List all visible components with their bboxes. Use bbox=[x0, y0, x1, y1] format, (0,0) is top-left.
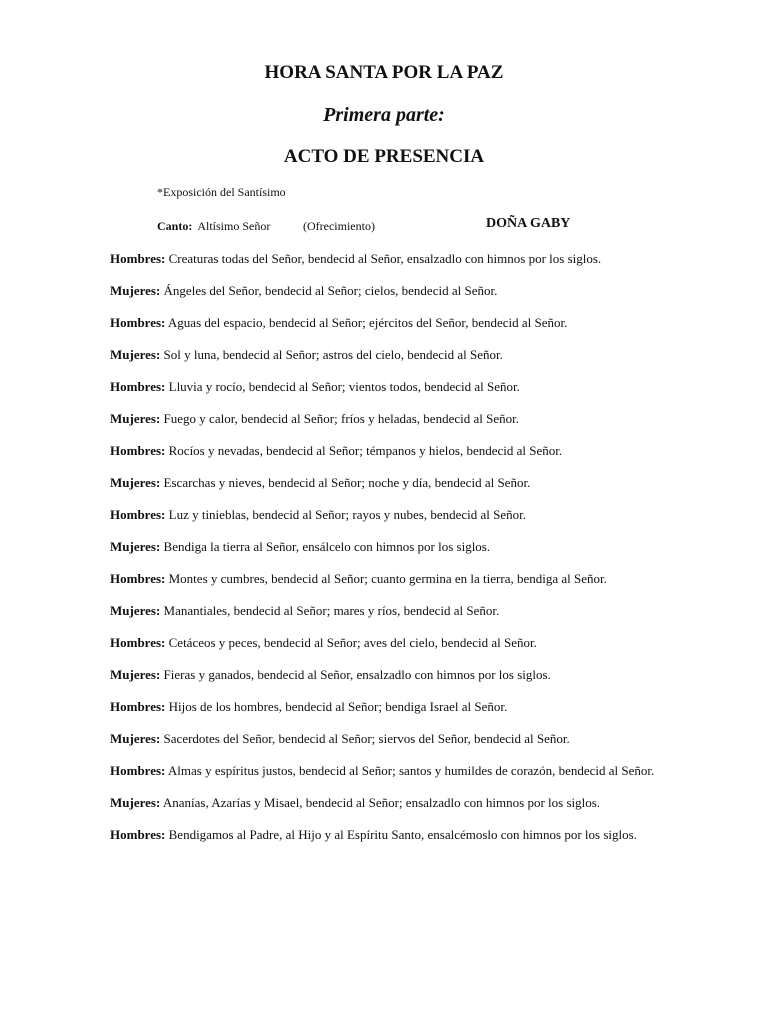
section-heading: ACTO DE PRESENCIA bbox=[283, 146, 485, 167]
verse-text: Hijos de los hombres, bendecid al Señor; bendiga Israel al Señor. bbox=[168, 699, 508, 714]
verse-paragraph bbox=[110, 411, 657, 427]
verse-text: Ángeles del Señor, bendecid al Señor; cielos, bendecid al Señor. bbox=[163, 283, 498, 298]
verse-speaker: Hombres: bbox=[110, 379, 166, 394]
verse-speaker: Mujeres: bbox=[110, 603, 161, 618]
canto-label: Canto: bbox=[157, 219, 193, 233]
verse-paragraph bbox=[110, 795, 657, 811]
verse-paragraph bbox=[110, 251, 657, 267]
verse-text: Cetáceos y peces, bendecid al Señor; aves del cielo, bendecid al Señor. bbox=[168, 635, 537, 650]
verse-speaker: Mujeres: bbox=[110, 475, 161, 490]
verse-speaker: Mujeres: bbox=[110, 731, 161, 746]
verse-paragraph bbox=[110, 443, 657, 459]
verse-text: Sol y luna, bendecid al Señor; astros del cielo, bendecid al Señor. bbox=[163, 347, 503, 362]
verse-speaker: Hombres: bbox=[110, 251, 166, 266]
verse-speaker: Hombres: bbox=[110, 827, 166, 842]
verse-speaker: Hombres: bbox=[110, 443, 166, 458]
verse-speaker: Mujeres: bbox=[110, 539, 161, 554]
verse-paragraph bbox=[110, 379, 657, 395]
verse-paragraph bbox=[110, 347, 657, 363]
verse-paragraph bbox=[110, 635, 657, 651]
verse-text: Almas y espíritus justos, bendecid al Señor; santos y humildes de corazón, bendecid al Señor. bbox=[167, 763, 655, 778]
verse-speaker: Hombres: bbox=[110, 763, 166, 778]
verse-paragraph bbox=[110, 283, 657, 299]
verse-paragraph bbox=[110, 763, 657, 779]
verse-paragraph bbox=[110, 539, 657, 555]
verse-paragraph bbox=[110, 827, 657, 843]
verse-paragraph bbox=[110, 731, 657, 747]
verse-speaker: Mujeres: bbox=[110, 347, 161, 362]
verse-speaker: Mujeres: bbox=[110, 667, 161, 682]
exposition-note: *Exposición del Santísimo bbox=[157, 185, 286, 199]
canto-singer: DOÑA GABY bbox=[486, 216, 571, 231]
verse-paragraph bbox=[110, 507, 657, 523]
verse-text: Bendigamos al Padre, al Hijo y al Espíritu Santo, ensalcémoslo con himnos por los siglos. bbox=[168, 827, 637, 842]
verse-speaker: Hombres: bbox=[110, 571, 166, 586]
verse-text: Bendiga la tierra al Señor, ensálcelo con himnos por los siglos. bbox=[163, 539, 491, 554]
verse-speaker: Hombres: bbox=[110, 635, 166, 650]
verse-text: Manantiales, bendecid al Señor; mares y ríos, bendecid al Señor. bbox=[163, 603, 500, 618]
verse-speaker: Hombres: bbox=[110, 315, 166, 330]
verse-text: Fieras y ganados, bendecid al Señor, ensalzadlo con himnos por los siglos. bbox=[163, 667, 551, 682]
verse-paragraph bbox=[110, 571, 657, 587]
verse-speaker: Mujeres: bbox=[110, 283, 161, 298]
verse-text: Fuego y calor, bendecid al Señor; fríos y heladas, bendecid al Señor. bbox=[163, 411, 519, 426]
verse-speaker: Hombres: bbox=[110, 507, 166, 522]
canto-type: (Ofrecimiento) bbox=[303, 219, 375, 233]
verse-text: Creaturas todas del Señor, bendecid al Señor, ensalzadlo con himnos por los siglos. bbox=[168, 251, 602, 266]
canto-song: Altísimo Señor bbox=[197, 219, 271, 233]
canto-line bbox=[157, 216, 617, 234]
verse-text: Rocíos y nevadas, bendecid al Señor; témpanos y hielos, bendecid al Señor. bbox=[168, 443, 563, 458]
verse-speaker: Mujeres: bbox=[110, 411, 161, 426]
verse-paragraph bbox=[110, 667, 657, 683]
verse-text: Ananías, Azarías y Misael, bendecid al Señor; ensalzadlo con himnos por los siglos. bbox=[162, 795, 601, 810]
verse-text: Luz y tinieblas, bendecid al Señor; rayos y nubes, bendecid al Señor. bbox=[168, 507, 527, 522]
verse-list bbox=[110, 251, 657, 859]
verse-paragraph bbox=[110, 699, 657, 715]
verse-paragraph bbox=[110, 315, 657, 331]
verse-text: Lluvia y rocío, bendecid al Señor; vientos todos, bendecid al Señor. bbox=[168, 379, 520, 394]
verse-text: Sacerdotes del Señor, bendecid al Señor; siervos del Señor, bendecid al Señor. bbox=[163, 731, 570, 746]
verse-speaker: Mujeres: bbox=[110, 795, 161, 810]
verse-paragraph bbox=[110, 603, 657, 619]
verse-text: Escarchas y nieves, bendecid al Señor; noche y día, bendecid al Señor. bbox=[163, 475, 531, 490]
document-title: HORA SANTA POR LA PAZ bbox=[264, 62, 504, 83]
part-heading: Primera parte: bbox=[323, 104, 445, 126]
verse-paragraph bbox=[110, 475, 657, 491]
verse-text: Aguas del espacio, bendecid al Señor; ejércitos del Señor, bendecid al Señor. bbox=[167, 315, 568, 330]
verse-text: Montes y cumbres, bendecid al Señor; cuanto germina en la tierra, bendiga al Señor. bbox=[168, 571, 607, 586]
verse-speaker: Hombres: bbox=[110, 699, 166, 714]
